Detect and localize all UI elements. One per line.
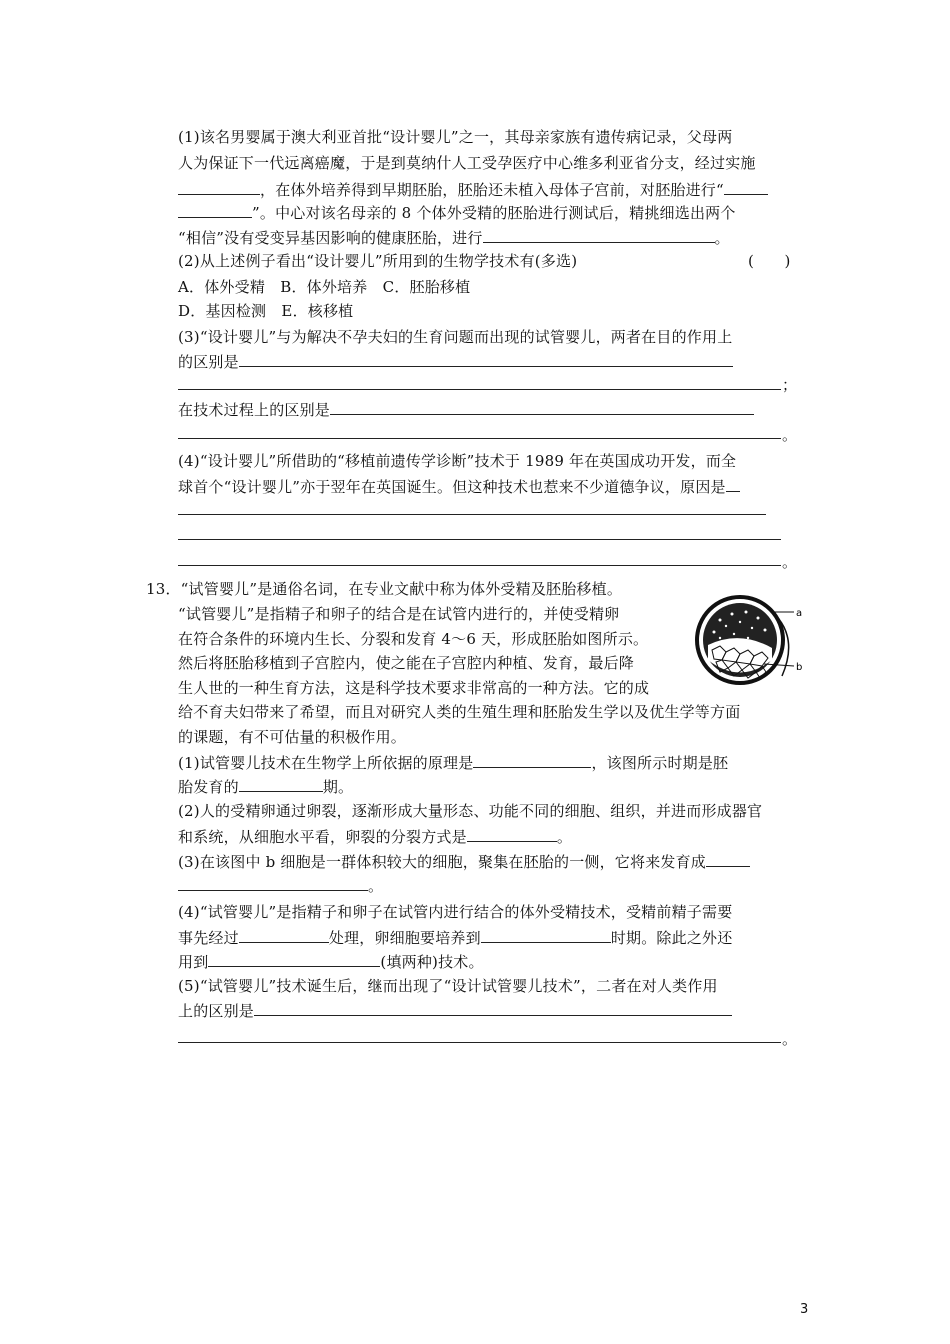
q13-sub2-line1: (2)人的受精卵通过卵裂，逐渐形成大量形态、功能不同的细胞、组织，并进而形成器官	[178, 802, 763, 820]
answer-line[interactable]	[178, 1042, 781, 1043]
q13-sub3-line1: (3)在该图中 b 细胞是一群体积较大的细胞，聚集在胚胎的一侧，它将来发育成	[178, 852, 750, 871]
q12-p1-line1: (1)该名男婴属于澳大利亚首批“设计婴儿”之一，其母亲家族有遗传病记录，父母两	[178, 128, 733, 146]
q12-p2-answer-paren[interactable]: ( )	[748, 252, 791, 270]
q12-p3-line3: 在技术过程上的区别是	[178, 400, 754, 419]
q13-sub4-line3: 用到 (填两种)技术。	[178, 953, 484, 971]
q13-line5: 生人世的一种生育方法，这是科学技术要求非常高的一种方法。它的成	[178, 679, 650, 697]
q13-sub4-line2: 事先经过 处理，卵细胞要培养到 时期。除此之外还	[178, 929, 733, 947]
answer-blank[interactable]	[239, 777, 323, 792]
q12-p1-line5: “相信”没有受变异基因影响的健康胚胎，进行 。	[178, 229, 730, 247]
q12-p1-line2: 人为保证下一代远离癌魔，于是到莫纳什人工受孕医疗中心维多利亚省分支，经过实施	[178, 154, 756, 172]
answer-line[interactable]	[178, 389, 781, 390]
answer-line[interactable]	[178, 565, 781, 566]
q13-sub2-line2: 和系统，从细胞水平看，卵裂的分裂方式是 。	[178, 828, 573, 846]
q12-p3-line1: (3)“设计婴儿”与为解决不孕夫妇的生育问题而出现的试管婴儿，两者在目的作用上	[178, 328, 733, 346]
q13-line4: 然后将胚胎移植到子宫腔内，使之能在子宫腔内种植、发育，最后降	[178, 654, 635, 672]
q12-p4-line1: (4)“设计婴儿”所借助的“移植前遗传学诊断”技术于 1989 年在英国成功开发，而全	[178, 452, 737, 470]
answer-line[interactable]	[178, 438, 781, 439]
answer-blank[interactable]	[706, 852, 750, 867]
answer-blank[interactable]	[724, 180, 768, 195]
figure-label-b: b	[796, 662, 803, 673]
q13-line3: 在符合条件的环境内生长、分裂和发育 4～6 天，形成胚胎如图所示。	[178, 630, 649, 648]
q13-sub5-line2: 上的区别是	[178, 1001, 732, 1020]
answer-line[interactable]	[178, 539, 781, 540]
q13-sub1-line2: 胎发育的 期。	[178, 778, 354, 796]
q13-line7: 的课题，有不可估量的积极作用。	[178, 728, 407, 746]
page-number: 3	[800, 1302, 809, 1317]
period: 。	[782, 426, 798, 444]
q12-options-line2: D．基因检测 E．核移植	[178, 302, 354, 320]
answer-blank[interactable]	[483, 228, 715, 243]
q12-options-line1: A．体外受精 B．体外培养 C．胚胎移植	[178, 278, 471, 296]
q13-sub1-line1: (1)试管婴儿技术在生物学上所依据的原理是 ，该图所示时期是胚	[178, 754, 729, 772]
q13-line1: 13．“试管婴儿”是通俗名词，在专业文献中称为体外受精及胚胎移植。	[146, 580, 623, 598]
answer-blank[interactable]	[467, 827, 557, 842]
figure-label-a: a	[796, 608, 803, 619]
answer-blank[interactable]	[481, 928, 611, 943]
answer-blank[interactable]	[473, 753, 591, 768]
q13-line2: “试管婴儿”是指精子和卵子的结合是在试管内进行的，并使受精卵	[178, 605, 620, 623]
answer-blank[interactable]	[178, 876, 368, 891]
period: 。	[782, 553, 798, 571]
answer-blank[interactable]	[239, 352, 733, 367]
q13-sub4-line1: (4)“试管婴儿”是指精子和卵子在试管内进行结合的体外受精技术，受精前精子需要	[178, 903, 733, 921]
q13-sub3-line2: 。	[178, 876, 383, 895]
q13-sub5-line1: (5)“试管婴儿”技术诞生后，继而出现了“设计试管婴儿技术”，二者在对人类作用	[178, 977, 718, 995]
q12-p3-line2: 的区别是	[178, 352, 733, 371]
answer-blank[interactable]	[239, 928, 329, 943]
q12-p1-line3: ，在体外培养得到早期胚胎，胚胎还未植入母体子宫前，对胚胎进行“	[178, 180, 768, 199]
answer-blank[interactable]	[178, 203, 252, 218]
answer-blank[interactable]	[726, 477, 740, 492]
q12-p1-line4: ”。中心对该名母亲的 8 个体外受精的胚胎进行测试后，精挑细选出两个	[178, 203, 736, 222]
answer-blank[interactable]	[330, 400, 754, 415]
q12-p4-line2: 球首个“设计婴儿”亦于翌年在英国诞生。但这种技术也惹来不少道德争议，原因是	[178, 477, 740, 496]
answer-line[interactable]	[178, 514, 766, 515]
answer-blank[interactable]	[178, 180, 260, 195]
blastocyst-figure	[690, 590, 810, 700]
semicolon: ；	[782, 376, 798, 394]
q12-p2: (2)从上述例子看出“设计婴儿”所用到的生物学技术有(多选)	[178, 252, 578, 270]
answer-blank[interactable]	[208, 952, 380, 967]
q13-line6: 给不育夫妇带来了希望，而且对研究人类的生殖生理和胚胎发生学以及优生学等方面	[178, 703, 741, 721]
answer-blank[interactable]	[254, 1001, 732, 1016]
period: 。	[782, 1030, 798, 1048]
